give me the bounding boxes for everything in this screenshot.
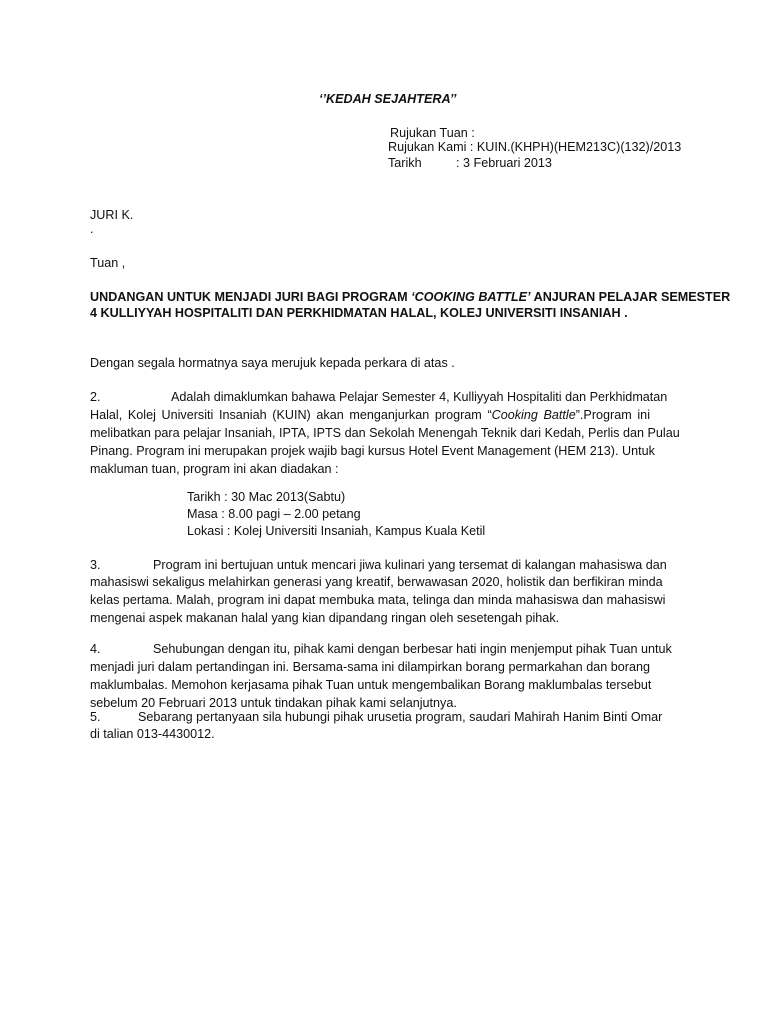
- para4-number: 4.: [90, 642, 101, 656]
- para4-line-2: menjadi juri dalam pertandingan ini. Bersama-sama ini dilampirkan borang permarkahan dan borang: [90, 660, 650, 674]
- para2-line-2: [90, 406, 650, 424]
- para5-first-line-wrap: [138, 708, 663, 726]
- para4-line-3: maklumbalas. Memohon kerjasama pihak Tuan untuk mengembalikan Borang maklumbalas tersebut: [90, 678, 652, 692]
- para2-line-1: Adalah dimaklumkan bahawa Pelajar Semester 4, Kulliyyah Hospitaliti dan Perkhidmatan: [171, 390, 668, 404]
- para2-line-3: melibatkan para pelajar Insaniah, IPTA, IPTS dan Sekolah Menengah Teknik dari Kedah, Perlis dan Pulau: [90, 426, 680, 440]
- reference-tarikh-label: Tarikh: [388, 156, 422, 170]
- para4-body: [90, 658, 650, 712]
- para3-first-line-wrap: [153, 556, 667, 574]
- recipient-dot: .: [90, 222, 94, 236]
- para5-body: [90, 725, 650, 743]
- salutation: Tuan ,: [90, 256, 126, 270]
- recipient-name: JURI K.: [90, 208, 134, 222]
- para3-line-2: mahasiswi sekaligus melahirkan generasi yang kreatif, berwawasan 2020, holistik dan berfikiran minda: [90, 575, 663, 589]
- reference-rujukan-tuan: Rujukan Tuan :: [390, 126, 475, 140]
- subject-line-2: 4 KULLIYYAH HOSPITALITI DAN PERKHIDMATAN HALAL, KOLEJ UNIVERSITI INSANIAH .: [90, 306, 628, 320]
- para5-line-2: di talian 013-4430012.: [90, 727, 215, 741]
- para2-first-line-wrap: [171, 388, 668, 406]
- subject-text-a: UNDANGAN UNTUK MENJADI JURI BAGI PROGRAM: [90, 290, 412, 304]
- para3-line-4: mengenai aspek makanan halal yang kian dipandang ringan oleh sesetengah pihak.: [90, 611, 560, 625]
- opening-sentence: Dengan segala hormatnya saya merujuk kepada perkara di atas .: [90, 356, 455, 370]
- para2-body: [90, 406, 680, 478]
- subject-program-name: ‘COOKING BATTLE’: [411, 290, 531, 304]
- para3-body: [90, 573, 666, 627]
- event-lokasi: Lokasi : Kolej Universiti Insaniah, Kampus Kuala Ketil: [187, 524, 486, 538]
- event-tarikh: Tarikh : 30 Mac 2013(Sabtu): [187, 490, 346, 504]
- para2-line-2-b: ”.Program ini: [575, 408, 650, 422]
- para4-line-1: Sehubungan dengan itu, pihak kami dengan berbesar hati ingin menjemput pihak Tuan untuk: [153, 642, 672, 656]
- para5-number: 5.: [90, 710, 101, 724]
- letter-motto: ‘’KEDAH SEJAHTERA’’: [319, 92, 457, 106]
- para2-number: 2.: [90, 390, 101, 404]
- event-masa: Masa : 8.00 pagi – 2.00 petang: [187, 507, 361, 521]
- para5-line-1: Sebarang pertanyaan sila hubungi pihak urusetia program, saudari Mahirah Hanim Binti Omar: [138, 710, 663, 724]
- para3-line-3: kelas pertama. Malah, program ini dapat membuka mata, telinga dan minda mahasiswa dan mahasiswi: [90, 593, 666, 607]
- reference-tarikh-value: : 3 Februari 2013: [456, 156, 552, 170]
- para2-program-name: Cooking Battle: [491, 408, 576, 422]
- para2-line-5: makluman tuan, program ini akan diadakan :: [90, 462, 339, 476]
- para3-line-1: Program ini bertujuan untuk mencari jiwa kulinari yang tersemat di kalangan mahasiswa dan: [153, 558, 667, 572]
- para4-first-line-wrap: [153, 640, 672, 658]
- para2-line-2-a: Halal, Kolej Universiti Insaniah (KUIN) akan menganjurkan program “: [90, 408, 492, 422]
- reference-rujukan-kami: Rujukan Kami : KUIN.(KHPH)(HEM213C)(132)/2013: [388, 140, 682, 154]
- para4-line-4: sebelum 20 Februari 2013 untuk tindakan pihak kami selanjutnya.: [90, 696, 457, 710]
- subject-text-b: ANJURAN PELAJAR SEMESTER: [530, 290, 731, 304]
- para3-number: 3.: [90, 558, 101, 572]
- para2-line-4: Pinang. Program ini merupakan projek wajib bagi kursus Hotel Event Management (HEM 213). Untuk: [90, 444, 655, 458]
